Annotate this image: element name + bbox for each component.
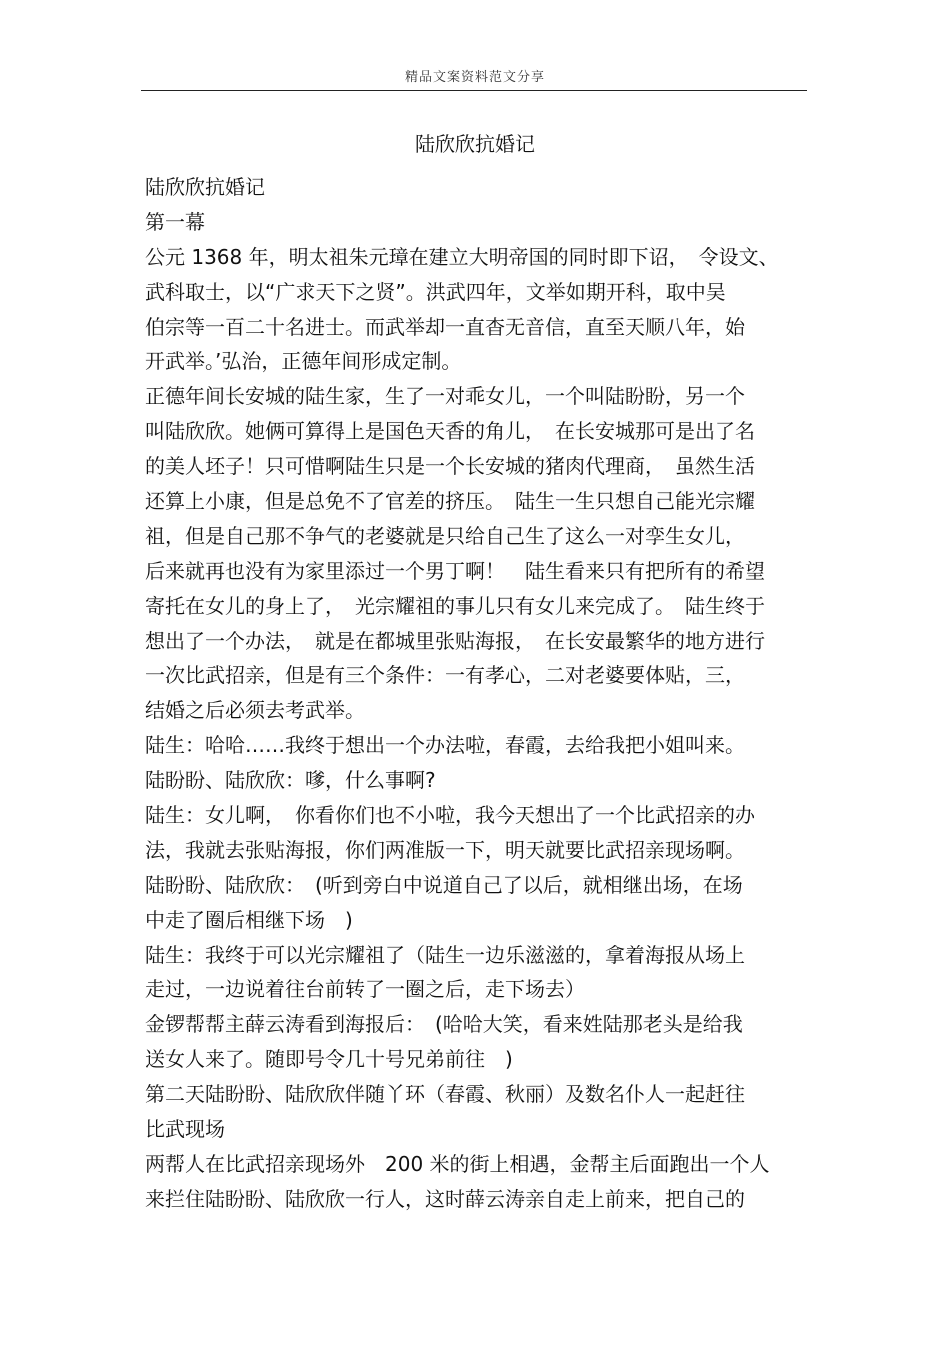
text-line: 还算上小康，但是总免不了官差的挤压。 陆生一生只想自己能光宗耀 [145, 489, 755, 514]
document-body [145, 172, 825, 1219]
text-line: 走过，一边说着往台前转了一圈之后，走下场去） [145, 977, 585, 1002]
text-line: 叫陆欣欣。她俩可算得上是国色天香的角儿， 在长安城那可是出了名 [145, 419, 755, 444]
text-line: 陆盼盼、陆欣欣： (听到旁白中说道自己了以后，就相继出场，在场 [145, 872, 743, 897]
text-line: 第二天陆盼盼、陆欣欣伴随丫环（春霞、秋丽）及数名仆人一起赶往 [145, 1082, 745, 1107]
page-header: 精品文案资料范文分享 [404, 70, 545, 85]
text-line: 来拦住陆盼盼、陆欣欣一行人，这时薛云涛亲自走上前来，把自己的 [145, 1186, 745, 1211]
text-line: 第一幕 [145, 209, 205, 234]
text-line: 结婚之后必须去考武举。 [145, 698, 365, 723]
text-line: 寄托在女儿的身上了， 光宗耀祖的事儿只有女儿来完成了。 陆生终于 [145, 593, 765, 618]
text-line: 陆欣欣抗婚记 [145, 175, 265, 199]
text-line: 比武现场 [145, 1117, 225, 1142]
text-line: 的美人坯子！只可惜啊陆生只是一个长安城的猪肉代理商， 虽然生活 [145, 454, 755, 479]
text-line: 两帮人在比武招亲现场外 200 米的街上相遇，金帮主后面跑出一个人 [145, 1151, 770, 1176]
text-line: 后来就再也没有为家里添过一个男丁啊！ 陆生看来只有把所有的希望 [145, 558, 765, 583]
text-line: 中走了圈后相继下场 ) [145, 907, 353, 932]
header-divider [141, 90, 807, 91]
text-line: 一次比武招亲，但是有三个条件：一有孝心，二对老婆要体贴，三， [145, 663, 745, 688]
text-line: 武科取士，以“广求天下之贤”。洪武四年，文举如期开科，取中吴 [145, 279, 726, 304]
text-line: 开武举。’弘治，正德年间形成定制。 [145, 349, 462, 374]
text-line: 金锣帮帮主薛云涛看到海报后： (哈哈大笑，看来姓陆那老头是给我 [145, 1012, 743, 1037]
text-line: 公元 1368 年，明太祖朱元璋在建立大明帝国的同时即下诏， 令设文、 [145, 244, 779, 269]
text-line: 祖，但是自己那不争气的老婆就是只给自己生了这么一对孪生女儿， [145, 523, 745, 548]
text-line: 正德年间长安城的陆生家，生了一对乖女儿，一个叫陆盼盼，另一个 [145, 384, 745, 409]
text-line: 法，我就去张贴海报，你们两准版一下，明天就要比武招亲现场啊。 [145, 837, 745, 862]
text-line: 伯宗等一百二十名进士。而武举却一直杳无音信，直至天顺八年，始 [145, 314, 745, 339]
text-line: 陆生：女儿啊， 你看你们也不小啦，我今天想出了一个比武招亲的办 [145, 803, 755, 828]
text-line: 想出了一个办法， 就是在都城里张贴海报， 在长安最繁华的地方进行 [145, 628, 765, 653]
text-line: 送女人来了。随即号令几十号兄弟前往 ) [145, 1047, 513, 1072]
text-line: 陆生：我终于可以光宗耀祖了（陆生一边乐滋滋的，拿着海报从场上 [145, 942, 745, 967]
text-line: 陆盼盼、陆欣欣：嗲，什么事啊? [145, 768, 436, 793]
document-title: 陆欣欣抗婚记 [415, 132, 535, 156]
text-line: 陆生：哈哈……我终于想出一个办法啦，春霞，去给我把小姐叫来。 [145, 733, 745, 758]
